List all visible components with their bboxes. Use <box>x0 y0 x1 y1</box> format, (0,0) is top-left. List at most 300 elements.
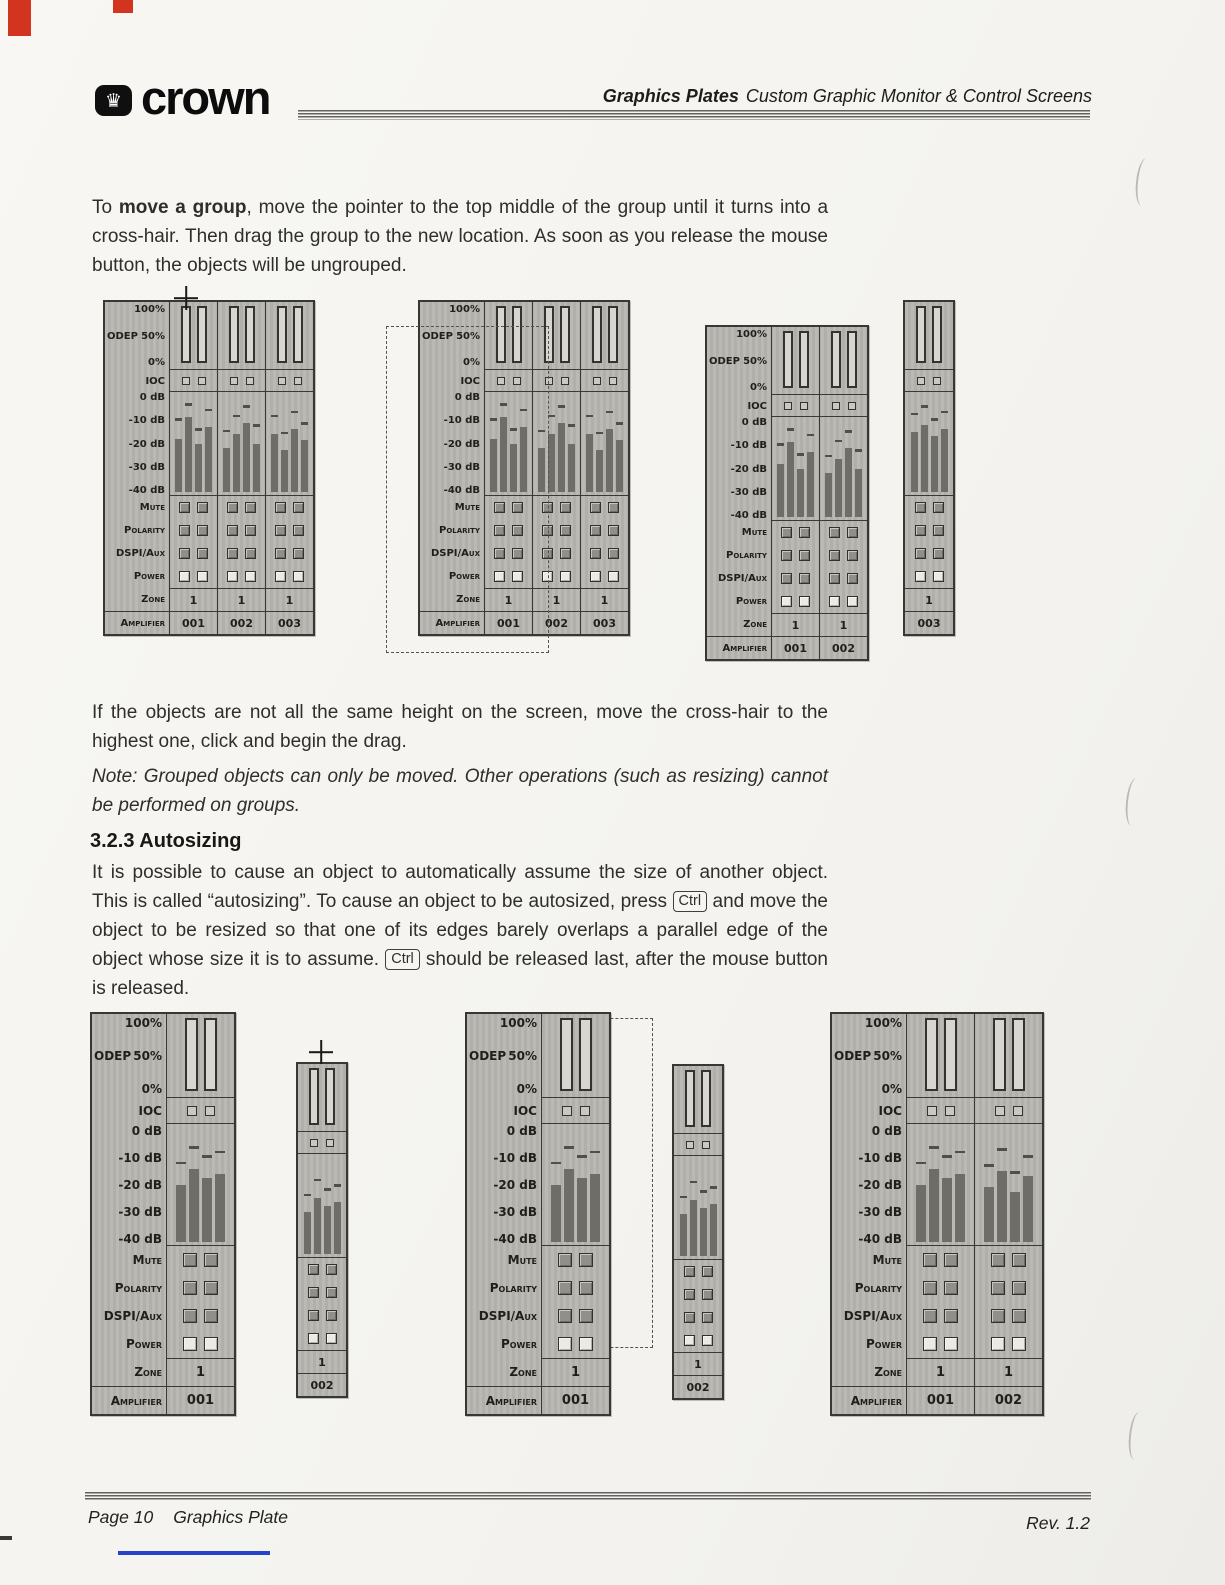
amplifier-id: 003 <box>905 611 953 634</box>
dspi-aux-checkbox <box>684 1312 695 1323</box>
dspi-aux-indicators <box>581 542 628 565</box>
peak-indicator <box>564 1146 574 1149</box>
level-meter-bar <box>855 421 862 517</box>
peak-indicator <box>797 453 804 456</box>
mute-indicators <box>298 1258 346 1281</box>
power-indicators <box>298 1327 346 1350</box>
ioc-label: IOC <box>460 375 480 387</box>
power-checkbox <box>579 1337 593 1351</box>
amplifier-id: 002 <box>298 1373 346 1396</box>
polarity-checkbox <box>1012 1281 1026 1295</box>
ioc-indicator <box>686 1141 694 1149</box>
ioc-indicator <box>945 1106 955 1116</box>
dspi-aux-label: DSPI/Aux <box>843 1309 902 1323</box>
odep-meter <box>907 1014 974 1098</box>
level-meter <box>218 392 265 496</box>
channel-column <box>580 302 628 634</box>
meter-scale-labels <box>467 1014 541 1098</box>
scale-100-label: 100% <box>134 304 165 315</box>
peak-indicator <box>845 430 852 433</box>
ioc-indicators <box>674 1134 722 1156</box>
scale-50-label: 50% <box>141 330 165 342</box>
polarity-indicators <box>905 519 953 542</box>
power-checkbox <box>183 1337 197 1351</box>
scale-100-label: 100% <box>736 329 767 340</box>
level-meter-bar <box>787 421 794 517</box>
peak-indicator <box>855 449 862 452</box>
ioc-indicator <box>278 377 286 385</box>
ioc-indicators <box>907 1098 974 1124</box>
power-indicators <box>820 590 867 613</box>
power-checkbox <box>1012 1337 1026 1351</box>
zone-label: Zone <box>874 1365 902 1379</box>
db-label: 0 dB <box>741 417 767 428</box>
power-indicators <box>907 1330 974 1358</box>
polarity-checkbox <box>991 1281 1005 1295</box>
peak-indicator <box>777 443 784 446</box>
level-meter-bar <box>215 1128 225 1242</box>
odep-meter <box>581 302 628 370</box>
level-meter-bar <box>558 396 565 492</box>
dspi-aux-indicators <box>820 567 867 590</box>
odep-bar <box>325 1068 335 1125</box>
odep-label: ODEP <box>834 1049 872 1063</box>
polarity-indicators <box>581 519 628 542</box>
power-indicators <box>581 565 628 588</box>
peak-indicator <box>291 411 298 414</box>
odep-meter <box>542 1014 609 1098</box>
header-title-subtitle: Custom Graphic Monitor & Control Screens <box>745 86 1092 106</box>
polarity-checkbox <box>944 1281 958 1295</box>
scale-0-label: 0% <box>881 1082 902 1096</box>
peak-indicator <box>911 413 918 416</box>
odep-meter <box>820 327 867 395</box>
polarity-label: Polarity <box>854 1281 902 1295</box>
peak-indicator <box>825 455 832 458</box>
db-label: -20 dB <box>443 438 480 450</box>
db-label: 0 dB <box>454 392 480 403</box>
ioc-indicators <box>975 1098 1042 1124</box>
level-meter-bar <box>301 396 308 492</box>
peak-indicator <box>195 428 202 431</box>
mute-checkbox <box>608 502 619 513</box>
blue-underline-mark <box>118 1551 270 1555</box>
polarity-label: Polarity <box>124 525 165 536</box>
power-checkbox <box>991 1337 1005 1351</box>
ioc-indicators <box>581 370 628 392</box>
peak-indicator <box>1010 1171 1020 1174</box>
level-meter-bar <box>984 1128 994 1242</box>
paragraph-note: Note: Grouped objects can only be moved. Other operations (such as resizing) cannot be performed on groups. <box>92 766 828 816</box>
level-meter-bar <box>551 1128 561 1242</box>
dspi-aux-label: DSPI/Aux <box>430 548 480 559</box>
peak-indicator <box>606 411 613 414</box>
level-meter-bar <box>700 1160 707 1256</box>
level-meter-bar <box>825 421 832 517</box>
header-title <box>603 86 1092 107</box>
power-checkbox <box>179 571 190 582</box>
power-checkbox <box>829 596 840 607</box>
level-meter-bar <box>942 1128 952 1242</box>
power-label: Power <box>125 1337 162 1351</box>
level-meter-bar <box>911 396 918 492</box>
dspi-aux-checkbox <box>781 573 792 584</box>
footer-rule <box>85 1492 1091 1501</box>
amplifier-monitor-panel <box>903 300 955 636</box>
polarity-checkbox <box>579 1281 593 1295</box>
amplifier-label: Amplifier <box>832 1386 906 1414</box>
polarity-checkbox <box>560 525 571 536</box>
amplifier-id: 001 <box>907 1386 974 1414</box>
scale-0-label: 0% <box>148 357 165 368</box>
level-meter-bar <box>845 421 852 517</box>
peak-indicator <box>551 1162 561 1165</box>
paragraph-autosizing <box>92 858 828 1003</box>
db-label: -30 dB <box>443 461 480 473</box>
zone-value: 1 <box>820 613 867 636</box>
level-meter-bar <box>314 1158 321 1254</box>
peak-indicator <box>1023 1155 1033 1158</box>
mute-checkbox <box>944 1253 958 1267</box>
mute-indicators <box>542 1246 609 1274</box>
dspi-aux-label: DSPI/Aux <box>115 548 165 559</box>
dspi-aux-checkbox <box>829 573 840 584</box>
db-scale-labels <box>92 1124 166 1246</box>
amplifier-monitor-panel <box>830 1012 1044 1416</box>
scale-50-label: 50% <box>508 1049 537 1063</box>
polarity-indicators <box>820 544 867 567</box>
amplifier-id: 002 <box>674 1375 722 1398</box>
mute-checkbox <box>684 1266 695 1277</box>
channel-column <box>541 1014 609 1414</box>
zone-label: Zone <box>134 1365 162 1379</box>
ioc-indicator <box>1013 1106 1023 1116</box>
polarity-indicators <box>170 519 217 542</box>
polarity-checkbox <box>204 1281 218 1295</box>
level-meter-bar <box>243 396 250 492</box>
peak-indicator <box>590 1151 600 1154</box>
odep-bar <box>204 1018 217 1091</box>
mute-checkbox <box>308 1264 319 1275</box>
level-meter <box>674 1156 722 1260</box>
odep-bar <box>831 331 841 388</box>
zone-value: 1 <box>266 588 313 611</box>
db-label: -30 dB <box>730 486 767 498</box>
power-checkbox <box>684 1335 695 1346</box>
zone-value: 1 <box>975 1358 1042 1386</box>
ioc-indicator <box>848 402 856 410</box>
peak-indicator <box>324 1188 331 1191</box>
mute-indicators <box>581 496 628 519</box>
dspi-aux-indicators <box>266 542 313 565</box>
crown-logo-text: crown <box>141 71 270 124</box>
peak-indicator <box>233 415 240 418</box>
ioc-label: IOC <box>145 375 165 387</box>
figure-autosize-2-main <box>465 1012 611 1416</box>
scale-50-label: 50% <box>456 330 480 342</box>
dspi-aux-checkbox <box>933 548 944 559</box>
polarity-checkbox <box>183 1281 197 1295</box>
mute-checkbox <box>558 1253 572 1267</box>
peak-indicator <box>916 1162 926 1165</box>
level-meter <box>907 1124 974 1246</box>
db-label: 0 dB <box>506 1124 537 1138</box>
polarity-checkbox <box>702 1289 713 1300</box>
power-label: Power <box>500 1337 537 1351</box>
ioc-indicator <box>205 1106 215 1116</box>
power-checkbox <box>558 1337 572 1351</box>
power-checkbox <box>847 596 858 607</box>
db-label: -20 dB <box>730 463 767 475</box>
odep-scale-row <box>469 1049 537 1063</box>
mute-indicators <box>167 1246 234 1274</box>
level-meter-bar <box>616 396 623 492</box>
level-meter-bar <box>680 1160 687 1256</box>
odep-meter <box>975 1014 1042 1098</box>
level-meter-bar <box>253 396 260 492</box>
panel-label-column <box>92 1014 166 1414</box>
peak-indicator <box>690 1181 697 1184</box>
zone-label: Zone <box>456 594 480 605</box>
mute-checkbox <box>590 502 601 513</box>
level-meter-bar <box>195 396 202 492</box>
dspi-aux-checkbox <box>227 548 238 559</box>
polarity-indicators <box>975 1274 1042 1302</box>
level-meter-bar <box>955 1128 965 1242</box>
db-label: -40 dB <box>858 1232 902 1246</box>
amplifier-id: 001 <box>485 611 532 634</box>
zone-value: 1 <box>218 588 265 611</box>
mute-checkbox <box>326 1264 337 1275</box>
ioc-indicator <box>198 377 206 385</box>
mute-indicators <box>266 496 313 519</box>
scale-100-label: 100% <box>864 1016 902 1030</box>
figure-move-group-before <box>103 300 315 636</box>
amplifier-id: 002 <box>975 1386 1042 1414</box>
figure-move-group-after-narrow <box>903 300 955 636</box>
channel-column <box>771 327 819 659</box>
meter-scale-labels <box>92 1014 166 1098</box>
odep-bar <box>245 306 255 363</box>
polarity-label: Polarity <box>114 1281 162 1295</box>
power-label: Power <box>735 596 767 607</box>
peak-indicator <box>215 1151 225 1154</box>
odep-label: ODEP <box>107 330 138 342</box>
peak-indicator <box>243 405 250 408</box>
odep-bar <box>701 1070 711 1127</box>
peak-indicator <box>548 415 555 418</box>
polarity-checkbox <box>829 550 840 561</box>
ioc-indicators <box>170 370 217 392</box>
dspi-aux-indicators <box>674 1306 722 1329</box>
polarity-checkbox <box>308 1287 319 1298</box>
channel-column <box>905 302 953 634</box>
power-checkbox <box>227 571 238 582</box>
level-meter <box>820 417 867 521</box>
scale-100-label: 100% <box>449 304 480 315</box>
level-meter-bar <box>586 396 593 492</box>
ioc-label: IOC <box>878 1104 902 1118</box>
channel-column <box>169 302 217 634</box>
level-meter <box>581 392 628 496</box>
amplifier-id: 002 <box>218 611 265 634</box>
level-meter-bar <box>807 421 814 517</box>
panel-label-column <box>707 327 771 659</box>
scan-edge-mark <box>0 1536 12 1540</box>
odep-meter <box>674 1066 722 1134</box>
ioc-indicator <box>294 377 302 385</box>
peak-indicator <box>616 422 623 425</box>
ioc-indicator <box>702 1141 710 1149</box>
peak-indicator <box>271 415 278 418</box>
power-checkbox <box>933 571 944 582</box>
level-meter-bar <box>185 396 192 492</box>
level-meter <box>266 392 313 496</box>
odep-bar <box>181 306 191 363</box>
amplifier-monitor-panel <box>672 1064 724 1400</box>
channel-column <box>298 1064 346 1396</box>
p1-pre: To <box>92 197 119 218</box>
level-meter-bar <box>1023 1128 1033 1242</box>
peak-indicator <box>568 424 575 427</box>
level-meter-bar <box>334 1158 341 1254</box>
mute-indicators <box>975 1246 1042 1274</box>
polarity-checkbox <box>293 525 304 536</box>
ioc-indicators <box>266 370 313 392</box>
mute-checkbox <box>227 502 238 513</box>
dspi-aux-checkbox <box>915 548 926 559</box>
level-meter-bar <box>596 396 603 492</box>
peak-indicator <box>942 1155 952 1158</box>
odep-meter <box>772 327 819 395</box>
ioc-indicator <box>995 1106 1005 1116</box>
mute-indicators <box>170 496 217 519</box>
odep-bar <box>944 1018 957 1091</box>
power-checkbox <box>923 1337 937 1351</box>
dspi-aux-checkbox <box>326 1310 337 1321</box>
level-meter <box>167 1124 234 1246</box>
amplifier-id: 002 <box>820 636 867 659</box>
odep-meter <box>298 1064 346 1132</box>
channel-column <box>265 302 313 634</box>
odep-label: ODEP <box>469 1049 507 1063</box>
mute-indicators <box>674 1260 722 1283</box>
mute-checkbox <box>829 527 840 538</box>
db-label: -20 dB <box>858 1178 902 1192</box>
section-heading-autosizing: 3.2.3 Autosizing <box>90 830 242 852</box>
ioc-indicator <box>230 377 238 385</box>
amplifier-label: Amplifier <box>92 1386 166 1414</box>
amplifier-label: Amplifier <box>707 636 771 659</box>
mute-checkbox <box>183 1253 197 1267</box>
db-label: -10 dB <box>858 1151 902 1165</box>
zone-value: 1 <box>907 1358 974 1386</box>
dspi-aux-label: DSPI/Aux <box>717 573 767 584</box>
mute-checkbox <box>933 502 944 513</box>
zone-value: 1 <box>772 613 819 636</box>
level-meter-bar <box>202 1128 212 1242</box>
odep-label: ODEP <box>94 1049 132 1063</box>
polarity-checkbox <box>847 550 858 561</box>
power-indicators <box>674 1329 722 1352</box>
peak-indicator <box>596 432 603 435</box>
crown-icon: ♛ <box>95 85 132 116</box>
db-label: -40 dB <box>493 1232 537 1246</box>
peak-indicator <box>931 418 938 421</box>
ioc-indicator <box>832 402 840 410</box>
p3-a: It is possible to cause an object to automatically assume the size of another object. This is called “autosizing”. To cause an object to be autosized, press <box>92 862 828 912</box>
odep-scale-row <box>94 1049 162 1063</box>
odep-meter <box>167 1014 234 1098</box>
level-meter-bar <box>916 1128 926 1242</box>
level-meter-bar <box>929 1128 939 1242</box>
mute-checkbox <box>560 502 571 513</box>
level-meter-bar <box>590 1128 600 1242</box>
ctrl-key: Ctrl <box>385 949 420 970</box>
figure-autosize-1-narrow <box>296 1062 348 1398</box>
ioc-indicator <box>562 1106 572 1116</box>
polarity-checkbox <box>781 550 792 561</box>
db-label: -20 dB <box>493 1178 537 1192</box>
ioc-indicators <box>298 1132 346 1154</box>
paragraph-move-group <box>92 193 828 280</box>
power-checkbox <box>204 1337 218 1351</box>
peak-indicator <box>955 1151 965 1154</box>
level-meter-bar <box>690 1160 697 1256</box>
amplifier-label: Amplifier <box>467 1386 541 1414</box>
db-label: -30 dB <box>118 1205 162 1219</box>
odep-meter <box>170 302 217 370</box>
mute-checkbox <box>991 1253 1005 1267</box>
odep-bar <box>916 306 926 363</box>
level-meter <box>298 1154 346 1258</box>
power-label: Power <box>448 571 480 582</box>
power-indicators <box>542 1330 609 1358</box>
mute-checkbox <box>197 502 208 513</box>
panel-label-column <box>832 1014 906 1414</box>
mute-label: Mute <box>741 527 767 538</box>
crosshair-pointer <box>309 1040 333 1064</box>
zone-value: 1 <box>485 588 532 611</box>
odep-bar <box>783 331 793 388</box>
power-checkbox <box>560 571 571 582</box>
p1-rest: , move the pointer to the top middle of the group until it turns into a cross-hair. Then drag the group to the new location. As soon as you release the mouse button, the objects will be ungrouped. <box>92 197 829 276</box>
db-label: 0 dB <box>139 392 165 403</box>
amplifier-monitor-panel <box>103 300 315 636</box>
db-label: -30 dB <box>128 461 165 473</box>
mute-checkbox <box>923 1253 937 1267</box>
peak-indicator <box>586 415 593 418</box>
polarity-indicators <box>542 1274 609 1302</box>
channel-column <box>974 1014 1042 1414</box>
db-scale-labels <box>707 417 771 521</box>
dspi-aux-checkbox <box>204 1309 218 1323</box>
ioc-indicator <box>933 377 941 385</box>
amplifier-label: Amplifier <box>420 611 484 634</box>
polarity-checkbox <box>227 525 238 536</box>
level-meter-bar <box>233 396 240 492</box>
pen-mark <box>1134 157 1155 206</box>
peak-indicator <box>941 411 948 414</box>
odep-bar <box>608 306 618 363</box>
zone-value: 1 <box>581 588 628 611</box>
power-checkbox <box>608 571 619 582</box>
meter-scale-labels <box>707 327 771 395</box>
odep-bar <box>799 331 809 388</box>
db-label: -10 dB <box>730 440 767 452</box>
peak-indicator <box>176 1162 186 1165</box>
amplifier-label: Amplifier <box>105 611 169 634</box>
